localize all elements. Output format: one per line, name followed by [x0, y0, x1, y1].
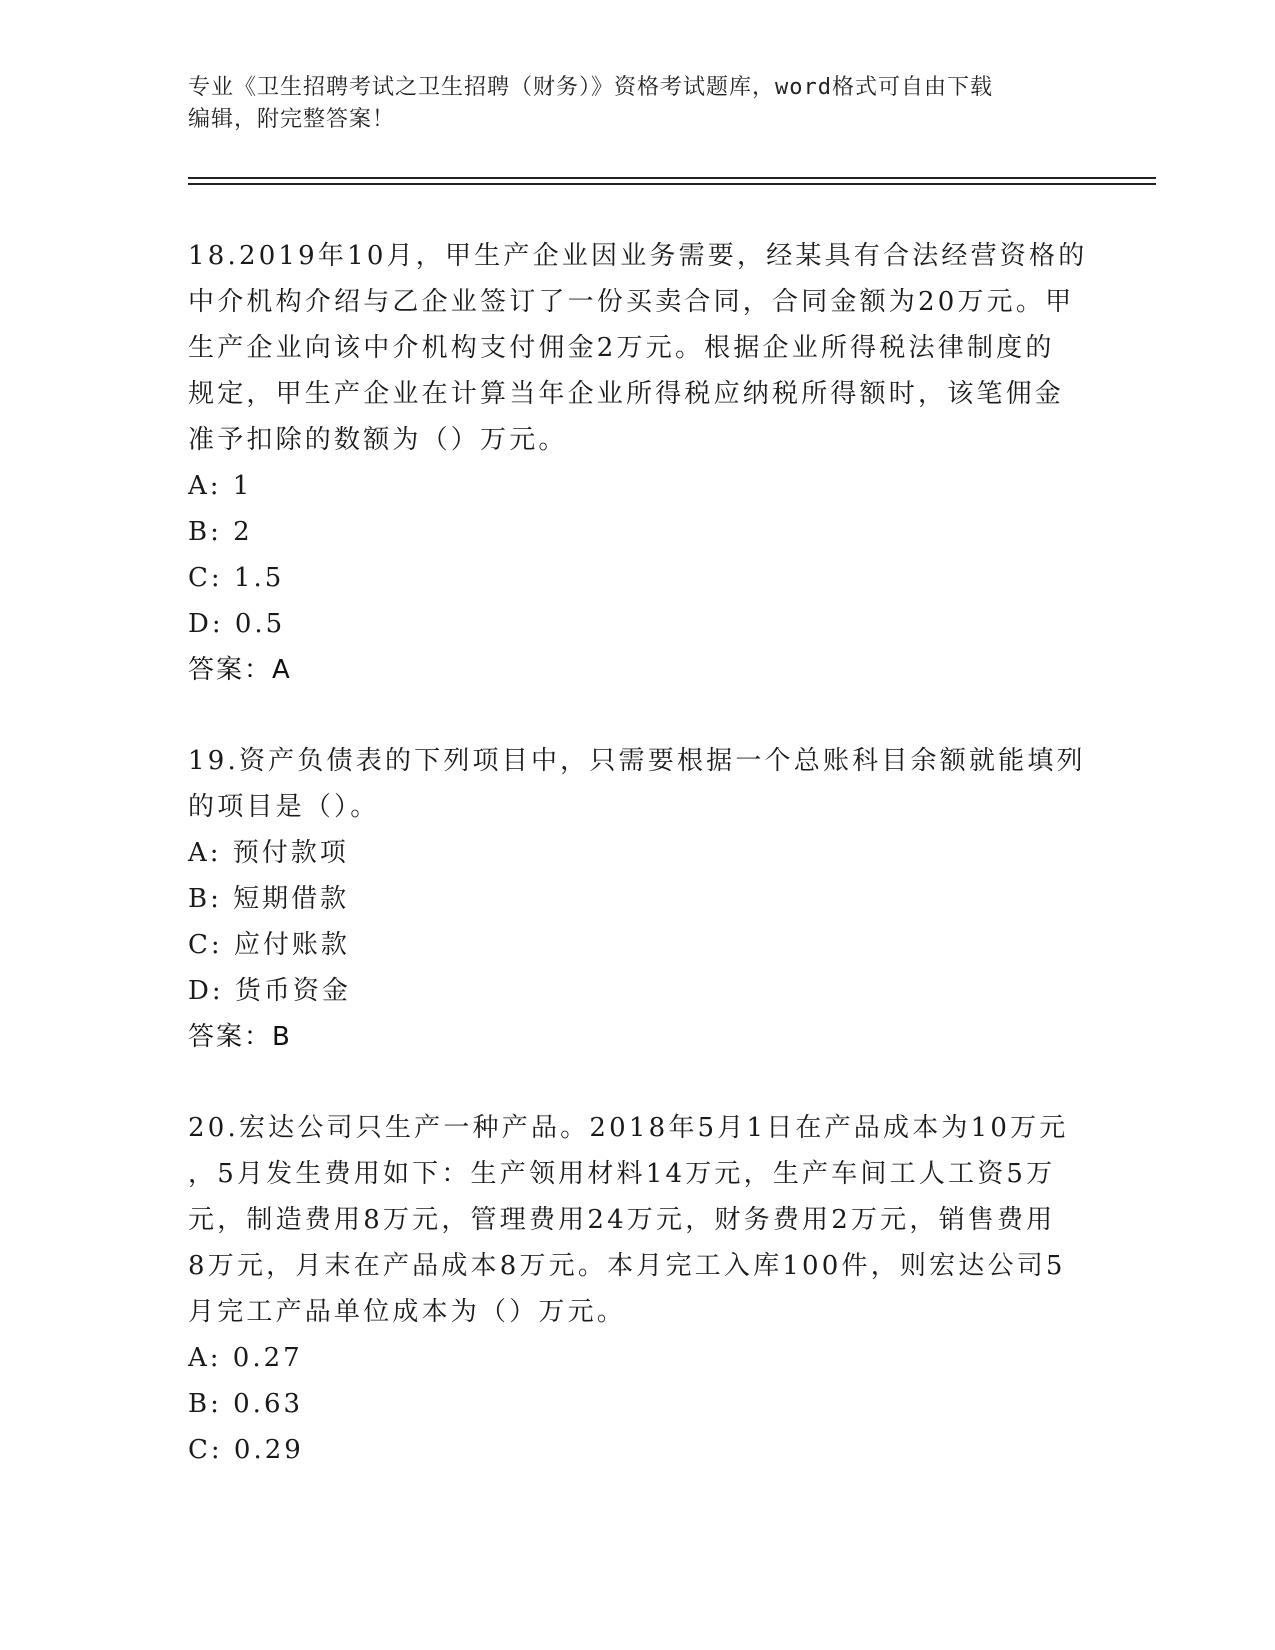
option-c: C: 应付账款 — [188, 930, 350, 960]
option-d: D: 货币资金 — [188, 976, 351, 1006]
question-stem-line: 准予扣除的数额为（）万元。 — [188, 425, 568, 455]
document-header — [188, 72, 1068, 136]
question-20 — [188, 1105, 1088, 1473]
header-line-2: 编辑，附完整答案！ — [188, 107, 396, 132]
option-d: D: 0.5 — [188, 609, 286, 639]
question-stem-line: 18.2019年10月，甲生产企业因业务需要，经某具有合法经营资格的 — [188, 241, 1088, 271]
question-stem-line: 20.宏达公司只生产一种产品。2018年5月1日在产品成本为10万元 — [188, 1113, 1069, 1143]
question-stem-line: 19.资产负债表的下列项目中，只需要根据一个总账科目余额就能填列 — [188, 746, 1086, 776]
option-a: A: 0.27 — [188, 1343, 303, 1373]
question-stem-line: 8万元，月末在产品成本8万元。本月完工入库100件，则宏达公司5 — [188, 1251, 1066, 1281]
option-a: A: 预付款项 — [188, 838, 349, 868]
header-line-1: 专业《卫生招聘考试之卫生招聘（财务）》资格考试题库，word格式可自由下载 — [188, 75, 993, 100]
question-18 — [188, 233, 1088, 693]
answer: 答案：B — [188, 1022, 292, 1052]
question-stem-line: 生产企业向该中介机构支付佣金2万元。根据企业所得税法律制度的 — [188, 333, 1055, 363]
question-stem-line: 的项目是（）。 — [188, 792, 380, 822]
question-stem-line: 月完工产品单位成本为（）万元。 — [188, 1297, 627, 1327]
question-stem-line: 中介机构介绍与乙企业签订了一份买卖合同，合同金额为20万元。甲 — [188, 287, 1075, 317]
header-divider-top — [188, 177, 1156, 179]
question-stem-line: 规定，甲生产企业在计算当年企业所得税应纳税所得额时，该笔佣金 — [188, 379, 1065, 409]
option-b: B: 2 — [188, 517, 253, 547]
answer: 答案：A — [188, 655, 292, 685]
question-stem-line: ，5月发生费用如下：生产领用材料14万元，生产车间工人工资5万 — [188, 1159, 1056, 1189]
option-a: A: 1 — [188, 471, 253, 501]
question-stem-line: 元，制造费用8万元，管理费用24万元，财务费用2万元，销售费用 — [188, 1205, 1056, 1235]
header-divider-bottom — [188, 183, 1156, 185]
option-b: B: 短期借款 — [188, 884, 350, 914]
option-c: C: 0.29 — [188, 1435, 304, 1465]
question-19 — [188, 738, 1088, 1060]
option-c: C: 1.5 — [188, 563, 285, 593]
option-b: B: 0.63 — [188, 1389, 304, 1419]
